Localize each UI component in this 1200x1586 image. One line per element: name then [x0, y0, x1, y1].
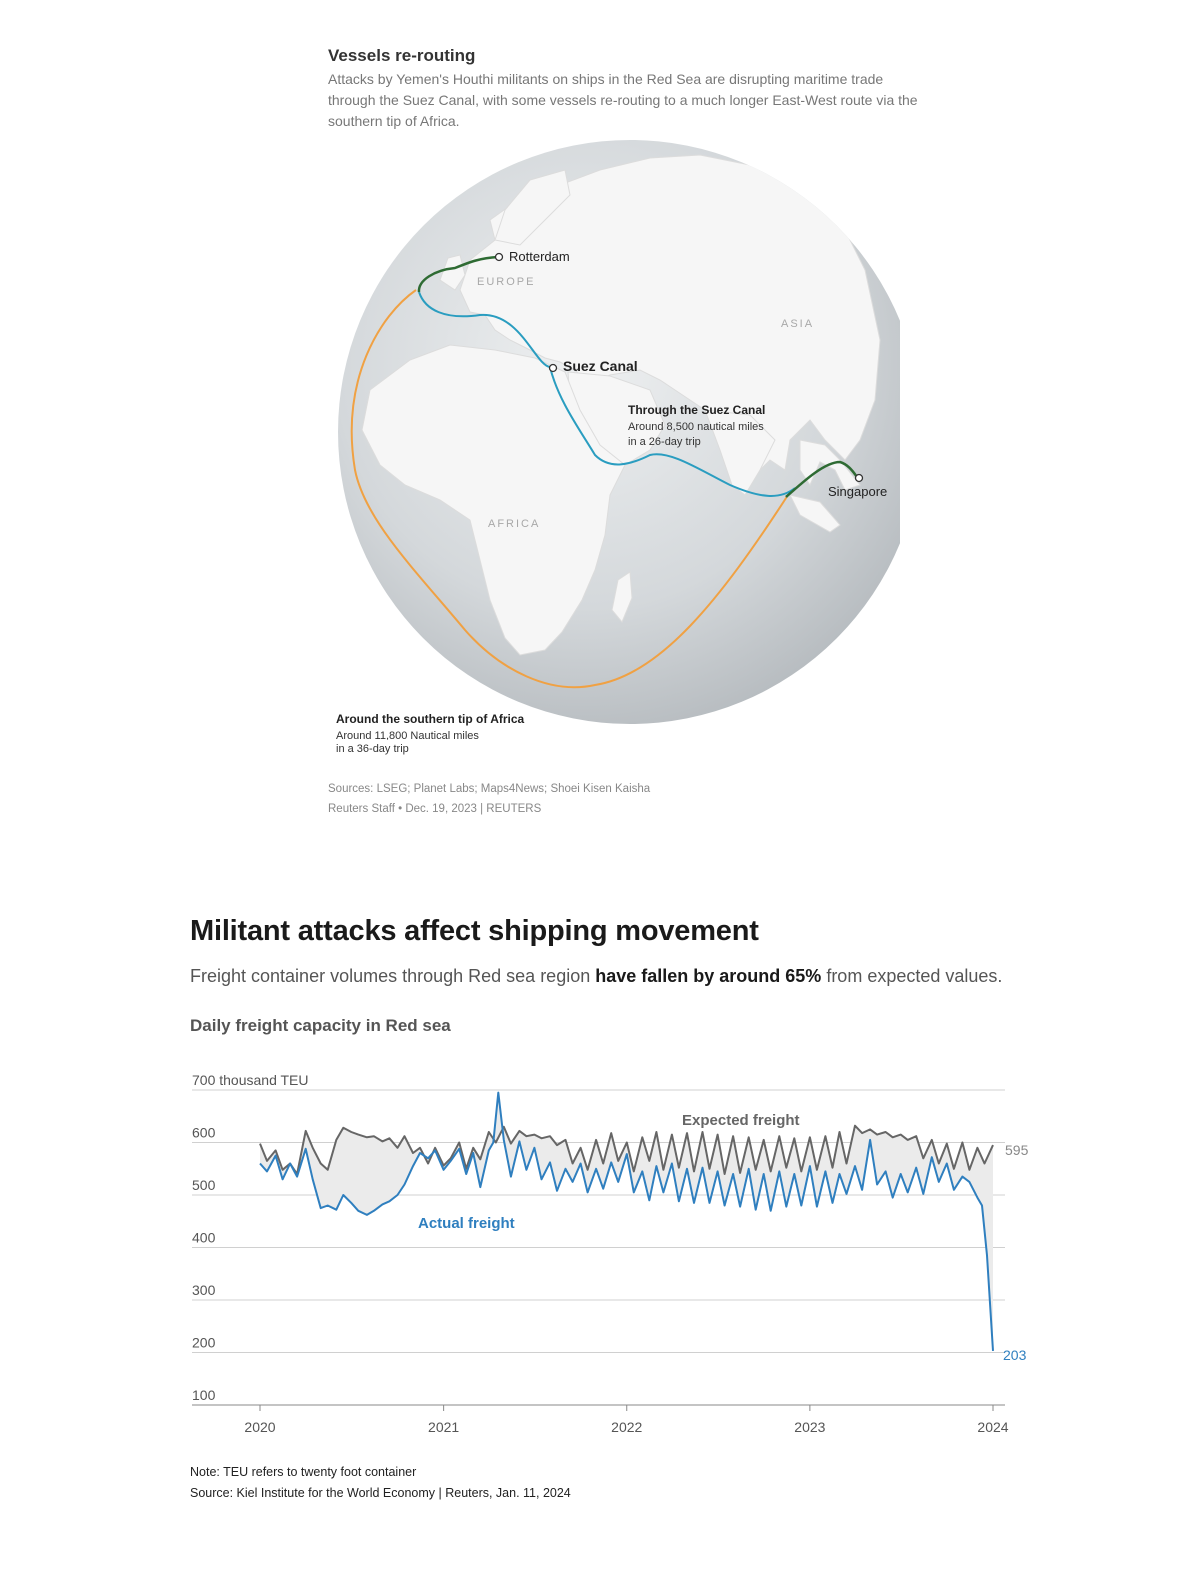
series-line-actual [260, 1093, 993, 1351]
chart-title: Militant attacks affect shipping movement [190, 915, 759, 947]
y-tick-label-200: 200 [192, 1334, 216, 1351]
rotterdam-marker [496, 254, 503, 261]
map-title: Vessels re-routing [328, 46, 476, 65]
y-tick-label-100: 100 [192, 1387, 216, 1403]
chart-note: Note: TEU refers to twenty foot container [190, 1465, 417, 1479]
chart-subtitle [190, 966, 1002, 987]
rotterdam-label: Rotterdam [509, 249, 570, 264]
europe-label: EUROPE [477, 276, 536, 288]
y-tick-label-300: 300 [192, 1282, 216, 1298]
subtitle-text-start: Freight container volumes through Red sea region [190, 966, 596, 986]
y-tick-label-600: 600 [192, 1124, 216, 1141]
end-label-actual: 203 [1003, 1346, 1027, 1363]
map-credit: Reuters Staff • Dec. 19, 2023 | REUTERS [328, 803, 542, 815]
suez-route-duration: in a 26-day trip [628, 436, 701, 448]
map-sources: Sources: LSEG; Planet Labs; Maps4News; Shoei Kisen Kaisha [328, 783, 651, 795]
freight-gap-area [260, 1093, 993, 1351]
singapore-label: Singapore [828, 484, 888, 499]
chart-panel-title: Daily freight capacity in Red sea [190, 1016, 451, 1035]
singapore-marker [856, 475, 863, 482]
y-axis-ticks [192, 1072, 309, 1403]
cape-route-title: Around the southern tip of Africa [336, 712, 525, 726]
subtitle-emphasis: have fallen by around 65% [595, 966, 822, 986]
suez-route-title: Through the Suez Canal [628, 403, 766, 417]
x-tick-label-2022: 2022 [611, 1419, 643, 1435]
chart-source: Source: Kiel Institute for the World Economy | Reuters, Jan. 11, 2024 [190, 1486, 571, 1500]
cape-route-duration: in a 36-day trip [336, 743, 409, 755]
suez-label: Suez Canal [563, 358, 638, 374]
globe-map [320, 140, 900, 740]
series-label-actual: Actual freight [418, 1215, 515, 1232]
x-tick-label-2020: 2020 [244, 1419, 276, 1435]
subtitle-text-end: from expected values. [821, 966, 1003, 986]
africa-label: AFRICA [488, 518, 541, 530]
y-tick-label-700: 700 thousand TEU [192, 1072, 309, 1088]
map-subtitle: Attacks by Yemen's Houthi militants on ships in the Red Sea are disrupting maritime trade through the Suez Canal, with some vessels re-routing to a much longer East-West route via the southern tip of Africa. [328, 71, 918, 129]
y-tick-label-500: 500 [192, 1177, 216, 1193]
x-axis-ticks [244, 1405, 1008, 1435]
x-tick-label-2023: 2023 [794, 1419, 826, 1435]
suez-marker [550, 365, 557, 372]
freight-line-chart [0, 1060, 1200, 1450]
y-tick-label-400: 400 [192, 1229, 216, 1246]
x-tick-label-2024: 2024 [977, 1419, 1009, 1435]
end-label-expected: 595 [1005, 1142, 1029, 1159]
series-label-expected: Expected freight [682, 1112, 800, 1129]
x-tick-label-2021: 2021 [428, 1419, 460, 1435]
asia-label: ASIA [781, 318, 815, 330]
suez-route-distance: Around 8,500 nautical miles [628, 421, 764, 433]
cape-route-distance: Around 11,800 Nautical miles [336, 730, 479, 740]
